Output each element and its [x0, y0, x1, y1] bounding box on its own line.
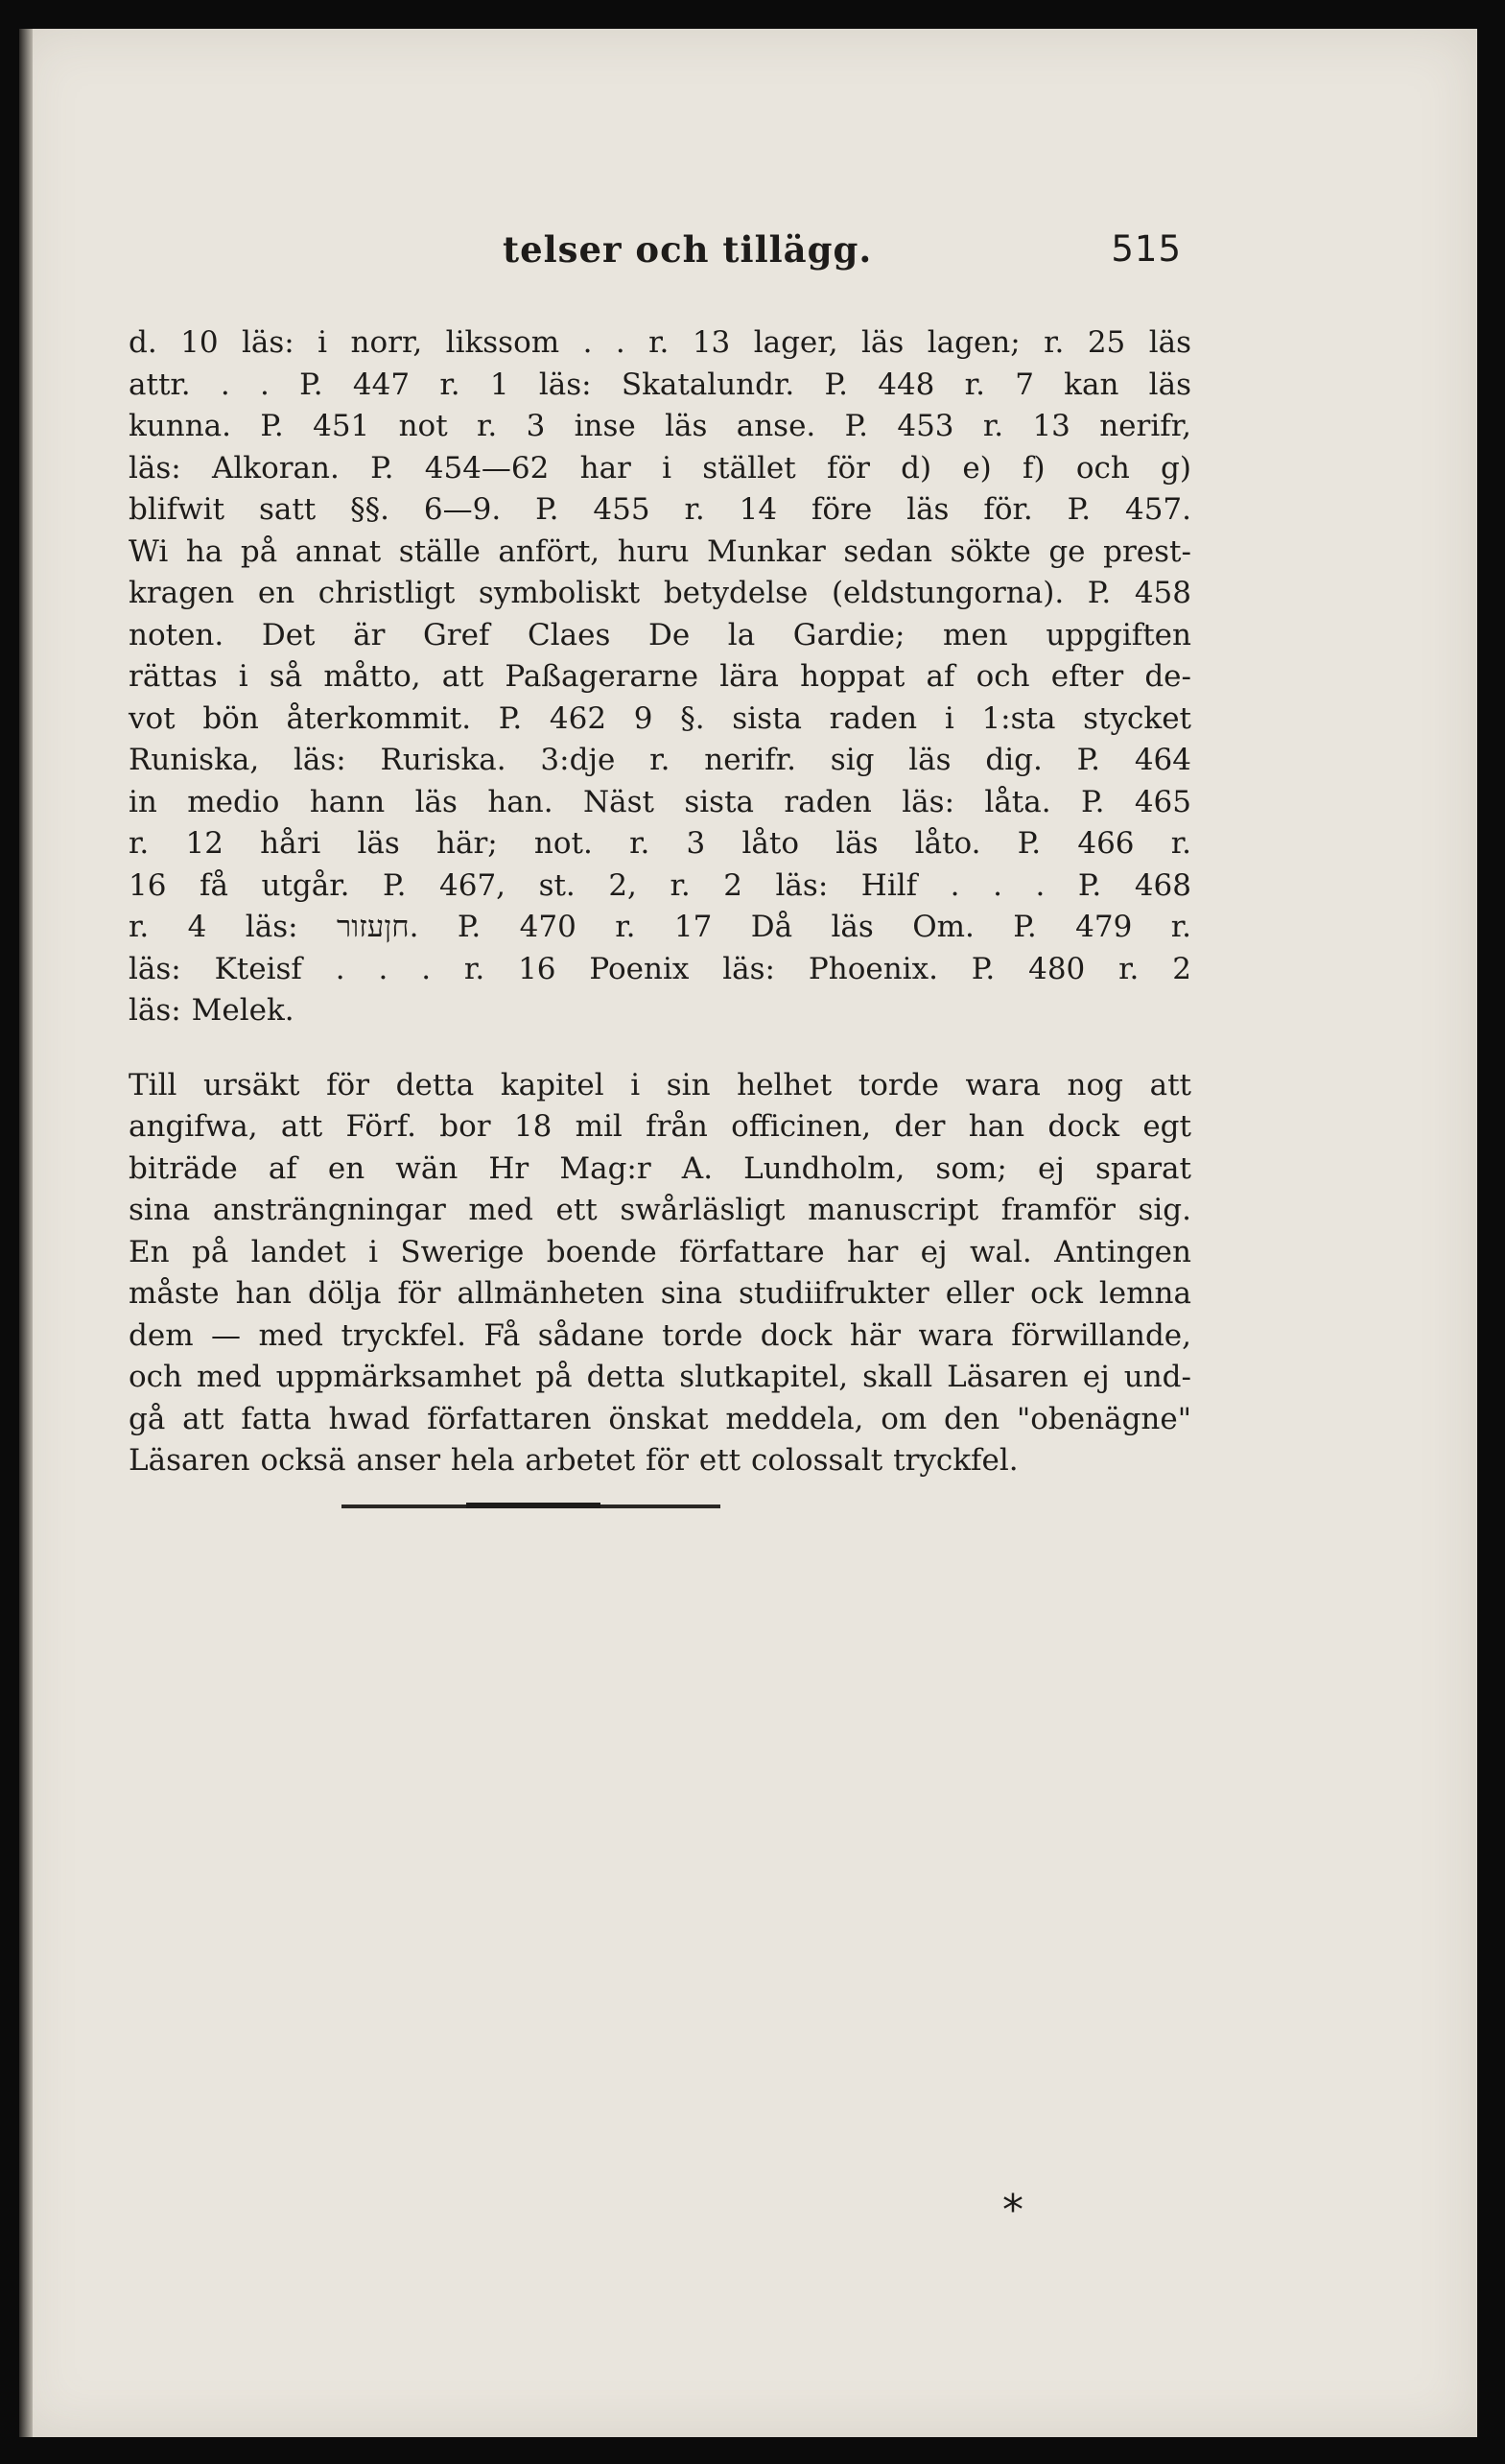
closing-line: angifwa, att Förf. bor 18 mil från officinen, der han dock egt [129, 1109, 1191, 1144]
errata-line: in medio hann läs han. Näst sista raden läs: låta. P. 465 [129, 784, 1191, 819]
closing-line: sina ansträngningar med ett swårläsligt manuscript framför sig. [129, 1193, 1191, 1227]
closing-line: biträde af en wän Hr Mag:r A. Lundholm, som; ej sparat [129, 1150, 1191, 1186]
page-text-block [129, 228, 1191, 1482]
errata-line: läs: Kteisf . . . r. 16 Poenix läs: Phoenix. P. 480 r. 2 [129, 951, 1191, 986]
errata-paragraph [129, 322, 1191, 1032]
errata-line: kunna. P. 451 not r. 3 inse läs anse. P. 453 r. 13 nerifr, [129, 409, 1191, 443]
page-number: 515 [1111, 228, 1182, 270]
running-title: telser och tillägg. [503, 228, 873, 271]
divider-accent [466, 1503, 600, 1508]
page-edge-shadow [19, 29, 33, 2437]
errata-line: läs: Alkoran. P. 454—62 har i stället för d) e) f) och g) [129, 450, 1191, 486]
errata-line: vot bön återkommit. P. 462 9 §. sista raden i 1:sta stycket [129, 700, 1191, 736]
section-divider [341, 1504, 720, 1508]
page-header [129, 228, 1191, 286]
closing-line: och med uppmärksamhet på detta slutkapitel, skall Läsaren ej und- [129, 1360, 1191, 1394]
closing-line: Läsaren ocksä anser hela arbetet för ett colossalt tryckfel. [129, 1443, 1019, 1478]
closing-line: gå att fatta hwad författaren önskat meddela, om den "obenägne" [129, 1401, 1191, 1436]
errata-line: blifwit satt §§. 6—9. P. 455 r. 14 före läs för. P. 457. [129, 492, 1191, 527]
closing-line: En på landet i Swerige boende författare har ej wal. Antingen [129, 1234, 1191, 1269]
errata-line: rättas i så måtto, att Paßagerarne lära hoppat af och efter de- [129, 659, 1191, 694]
errata-line: Wi ha på annat ställe anfört, huru Munkar sedan sökte ge prest- [129, 533, 1191, 569]
closing-line: dem — med tryckfel. Få sådane torde dock här wara förwillande, [129, 1317, 1191, 1353]
closing-line: måste han dölja för allmänheten sina studiifrukter eller ock lemna [129, 1276, 1191, 1311]
errata-line: d. 10 läs: i norr, likssom . . r. 13 lager, läs lagen; r. 25 läs [129, 325, 1191, 360]
signature-mark: * [1002, 2186, 1023, 2235]
errata-line: r. 4 läs: חןעזור. P. 470 r. 17 Då läs Om. P. 479 r. [129, 910, 1191, 944]
errata-line: Runiska, läs: Ruriska. 3:dje r. nerifr. sig läs dig. P. 464 [129, 743, 1191, 777]
errata-line: 16 få utgår. P. 467, st. 2, r. 2 läs: Hilf . . . P. 468 [129, 867, 1191, 903]
errata-line: kragen en christligt symboliskt betydelse (eldstungorna). P. 458 [129, 576, 1191, 610]
closing-paragraph [129, 1065, 1191, 1482]
errata-line: attr. . . P. 447 r. 1 läs: Skatalundr. P. 448 r. 7 kan läs [129, 367, 1191, 402]
closing-line: Till ursäkt för detta kapitel i sin helhet torde wara nog att [129, 1067, 1191, 1102]
errata-line: r. 12 håri läs här; not. r. 3 låto läs låto. P. 466 r. [129, 826, 1191, 861]
errata-line: läs: Melek. [129, 993, 294, 1028]
errata-line: noten. Det är Gref Claes De la Gardie; men uppgiften [129, 617, 1191, 652]
